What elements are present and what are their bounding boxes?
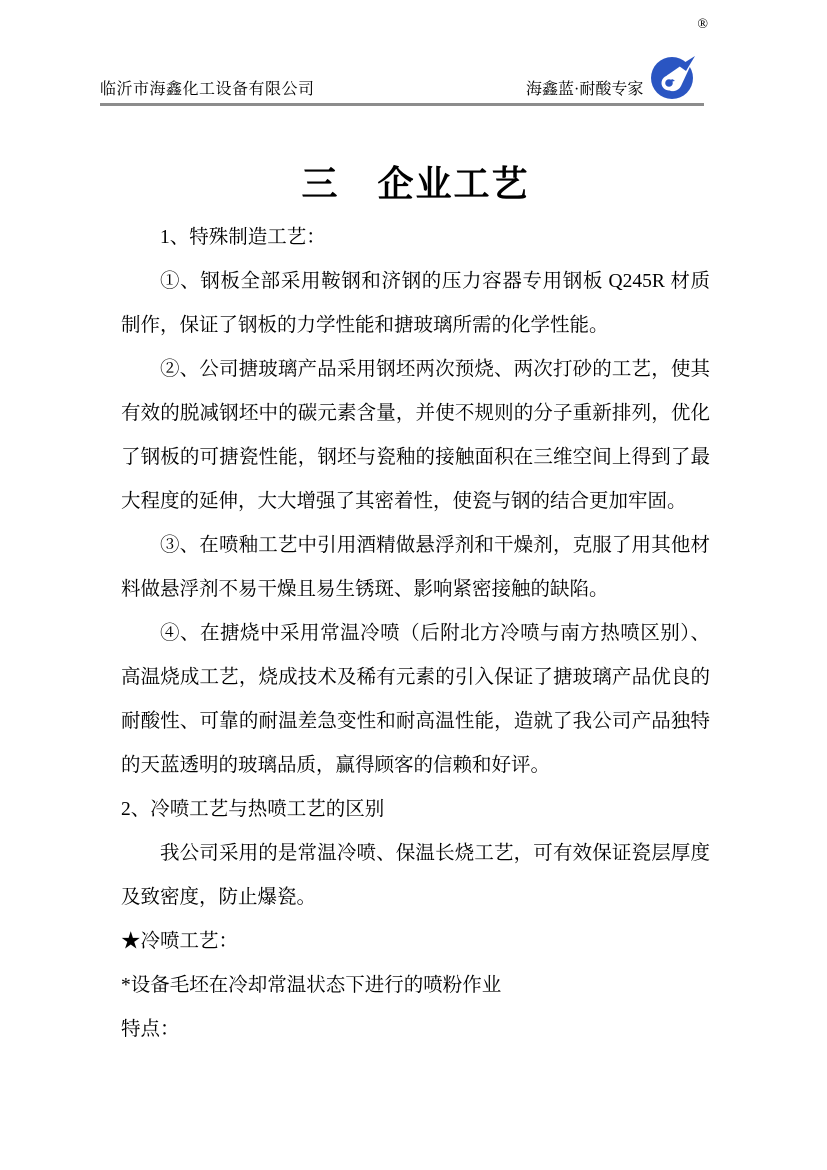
header-brand-group — [526, 17, 708, 100]
document-body — [121, 156, 710, 1052]
paragraph-cold-spray-firing: ④、在搪烧中采用常温冷喷（后附北方冷喷与南方热喷区别）、高温烧成工艺，烧成技术及稀有元素的引入保证了搪玻璃产品优良的耐酸性、可靠的耐温差急变性和耐高温性能，造就了我公司产品独特的天蓝透明的玻璃品质，赢得顾客的信赖和好评。 — [121, 623, 710, 776]
paragraph-company-process: 我公司采用的是常温冷喷、保温长烧工艺，可有效保证瓷层厚度及致密度，防止爆瓷。 — [121, 843, 710, 908]
page-title: 三 企业工艺 — [301, 164, 530, 204]
paragraph-cold-spray-label: ★冷喷工艺： — [121, 931, 239, 952]
paragraph-alcohol-suspension: ③、在喷釉工艺中引用酒精做悬浮剂和干燥剂，克服了用其他材料做悬浮剂不易干燥且易生锈斑、影响紧密接触的缺陷。 — [121, 535, 710, 600]
company-name: 临沂市海鑫化工设备有限公司 — [100, 81, 315, 98]
paragraph-section2-heading: 2、冷喷工艺与热喷工艺的区别 — [121, 799, 385, 820]
paragraph-special-process-heading: 1、特殊制造工艺： — [160, 227, 326, 248]
page-header — [100, 17, 708, 106]
paragraph-features-label: 特点： — [121, 1019, 180, 1040]
brand-slogan: 海鑫蓝·耐酸专家 — [526, 81, 644, 98]
company-logo-icon — [649, 52, 697, 100]
paragraph-presinter-sandblast: ②、公司搪玻璃产品采用钢坯两次预烧、两次打砂的工艺，使其有效的脱减钢坯中的碳元素含量，并使不规则的分子重新排列，优化了钢板的可搪瓷性能，钢坯与瓷釉的接触面积在三维空间上得到了最大程度的延伸，大大增强了其密着性，使瓷与钢的结合更加牢固。 — [121, 359, 710, 512]
paragraph-cold-spray-definition: *设备毛坯在冷却常温状态下进行的喷粉作业 — [121, 975, 502, 996]
paragraph-steel-plate: ①、钢板全部采用鞍钢和济钢的压力容器专用钢板 Q245R 材质制作，保证了钢板的力学性能和搪玻璃所需的化学性能。 — [121, 271, 710, 336]
registered-trademark-symbol: ® — [697, 17, 708, 32]
